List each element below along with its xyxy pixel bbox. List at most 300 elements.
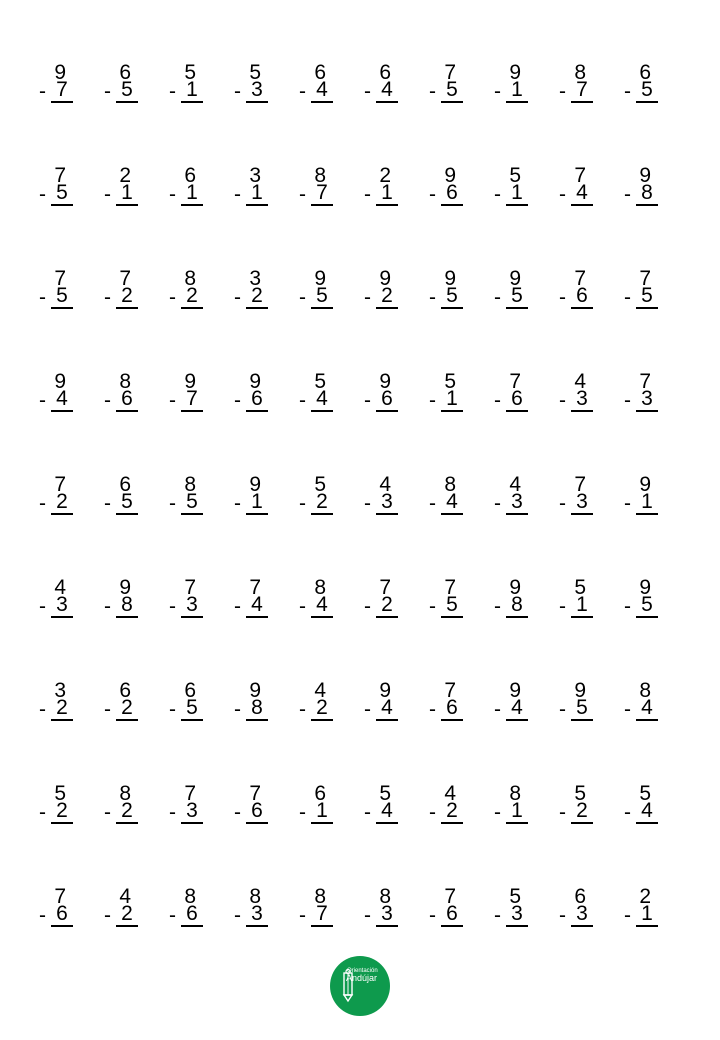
subtrahend: 2 — [311, 491, 333, 515]
minus-sign: - — [299, 492, 306, 515]
subtrahend: 1 — [506, 800, 528, 824]
subtraction-problem — [549, 62, 593, 122]
minuend: 5 — [314, 473, 326, 496]
minuend: 6 — [119, 679, 131, 702]
subtrahend: 5 — [441, 79, 463, 103]
subtrahend: 1 — [246, 491, 268, 515]
subtrahend: 1 — [181, 182, 203, 206]
minuend: 8 — [184, 267, 196, 290]
subtrahend-row — [234, 594, 268, 618]
minus-sign: - — [104, 904, 111, 927]
subtrahend: 3 — [636, 388, 658, 412]
minuend: 3 — [249, 267, 261, 290]
subtraction-problem — [29, 165, 73, 225]
minuend: 9 — [379, 370, 391, 393]
subtrahend: 6 — [441, 697, 463, 721]
minus-sign: - — [559, 801, 566, 824]
subtrahend-row — [104, 182, 138, 206]
subtraction-problem — [289, 886, 333, 946]
subtrahend: 1 — [506, 182, 528, 206]
subtraction-problem — [159, 783, 203, 843]
minus-sign: - — [299, 801, 306, 824]
minuend: 8 — [249, 885, 261, 908]
minus-sign: - — [559, 595, 566, 618]
subtrahend-row — [169, 182, 203, 206]
minus-sign: - — [234, 904, 241, 927]
subtraction-problem — [419, 268, 463, 328]
minuend: 3 — [249, 164, 261, 187]
minus-sign: - — [624, 183, 631, 206]
minus-sign: - — [429, 698, 436, 721]
minuend: 5 — [509, 885, 521, 908]
subtrahend: 2 — [441, 800, 463, 824]
subtrahend-row — [494, 182, 528, 206]
subtraction-problem — [159, 577, 203, 637]
minus-sign: - — [234, 389, 241, 412]
minuend: 7 — [184, 576, 196, 599]
minuend: 8 — [314, 885, 326, 908]
subtrahend-row — [429, 697, 463, 721]
subtrahend-row — [364, 491, 398, 515]
minus-sign: - — [234, 698, 241, 721]
minuend: 7 — [574, 473, 586, 496]
minus-sign: - — [299, 595, 306, 618]
subtrahend: 2 — [116, 800, 138, 824]
subtrahend: 4 — [506, 697, 528, 721]
subtrahend: 5 — [116, 79, 138, 103]
minus-sign: - — [39, 595, 46, 618]
subtrahend-row — [559, 594, 593, 618]
subtraction-problem — [224, 577, 268, 637]
subtrahend-row — [39, 491, 73, 515]
minuend: 9 — [379, 267, 391, 290]
minus-sign: - — [364, 698, 371, 721]
subtrahend: 5 — [51, 182, 73, 206]
minus-sign: - — [429, 801, 436, 824]
minus-sign: - — [169, 80, 176, 103]
minus-sign: - — [429, 595, 436, 618]
minus-sign: - — [234, 595, 241, 618]
subtraction-problem — [29, 680, 73, 740]
minus-sign: - — [39, 698, 46, 721]
subtraction-problem — [549, 886, 593, 946]
subtrahend-row — [299, 594, 333, 618]
minuend: 7 — [119, 267, 131, 290]
minuend: 8 — [574, 61, 586, 84]
subtraction-problem — [614, 371, 658, 431]
subtrahend-row — [494, 285, 528, 309]
subtraction-problem — [484, 62, 528, 122]
minuend: 5 — [314, 370, 326, 393]
subtrahend-row — [364, 800, 398, 824]
minuend: 4 — [54, 576, 66, 599]
minus-sign: - — [104, 286, 111, 309]
minuend: 9 — [249, 679, 261, 702]
minus-sign: - — [104, 595, 111, 618]
minuend: 7 — [639, 370, 651, 393]
subtrahend: 5 — [441, 285, 463, 309]
minus-sign: - — [39, 801, 46, 824]
subtrahend-row — [104, 697, 138, 721]
subtrahend-row — [104, 491, 138, 515]
subtraction-problem — [224, 268, 268, 328]
minus-sign: - — [494, 904, 501, 927]
subtraction-problem — [289, 474, 333, 534]
subtraction-problem — [224, 165, 268, 225]
subtrahend: 5 — [636, 79, 658, 103]
subtrahend: 4 — [636, 800, 658, 824]
subtrahend-row — [39, 79, 73, 103]
minuend: 8 — [379, 885, 391, 908]
minus-sign: - — [559, 698, 566, 721]
subtrahend: 5 — [116, 491, 138, 515]
subtrahend: 3 — [51, 594, 73, 618]
minus-sign: - — [234, 286, 241, 309]
subtrahend-row — [364, 594, 398, 618]
subtraction-problem — [159, 62, 203, 122]
subtrahend: 7 — [51, 79, 73, 103]
subtrahend-row — [494, 697, 528, 721]
minuend: 8 — [314, 576, 326, 599]
minuend: 5 — [509, 164, 521, 187]
minus-sign: - — [429, 492, 436, 515]
minus-sign: - — [559, 286, 566, 309]
subtrahend-row — [104, 79, 138, 103]
subtraction-problem — [94, 268, 138, 328]
subtrahend-row — [429, 285, 463, 309]
subtrahend-row — [234, 79, 268, 103]
minuend: 5 — [639, 782, 651, 805]
subtrahend-row — [559, 903, 593, 927]
subtrahend: 6 — [116, 388, 138, 412]
minus-sign: - — [429, 389, 436, 412]
subtrahend-row — [559, 79, 593, 103]
subtrahend: 7 — [311, 903, 333, 927]
subtrahend: 8 — [246, 697, 268, 721]
subtrahend: 3 — [246, 79, 268, 103]
minuend: 7 — [509, 370, 521, 393]
subtraction-problem — [614, 783, 658, 843]
subtraction-problem — [419, 680, 463, 740]
minuend: 8 — [184, 885, 196, 908]
subtrahend-row — [559, 285, 593, 309]
subtraction-problem — [94, 165, 138, 225]
subtrahend-row — [169, 594, 203, 618]
minuend: 6 — [184, 679, 196, 702]
minuend: 7 — [574, 164, 586, 187]
subtrahend: 3 — [571, 903, 593, 927]
subtraction-problem — [29, 783, 73, 843]
subtraction-problem — [354, 886, 398, 946]
minuend: 5 — [444, 370, 456, 393]
subtrahend-row — [299, 903, 333, 927]
subtrahend: 5 — [311, 285, 333, 309]
subtrahend-row — [364, 388, 398, 412]
subtrahend: 5 — [51, 285, 73, 309]
minus-sign: - — [169, 389, 176, 412]
subtrahend-row — [364, 79, 398, 103]
subtrahend: 8 — [636, 182, 658, 206]
subtraction-problem — [29, 371, 73, 431]
minus-sign: - — [429, 183, 436, 206]
minus-sign: - — [299, 698, 306, 721]
subtrahend-row — [169, 697, 203, 721]
subtraction-problem — [419, 783, 463, 843]
minus-sign: - — [494, 183, 501, 206]
subtrahend-row — [169, 903, 203, 927]
minuend: 7 — [639, 267, 651, 290]
subtrahend: 5 — [441, 594, 463, 618]
minus-sign: - — [39, 183, 46, 206]
subtraction-problem — [614, 577, 658, 637]
subtrahend-row — [429, 182, 463, 206]
subtrahend-row — [429, 800, 463, 824]
subtrahend: 1 — [181, 79, 203, 103]
minuend: 2 — [639, 885, 651, 908]
subtrahend-row — [39, 903, 73, 927]
minuend: 4 — [119, 885, 131, 908]
subtrahend-row — [429, 594, 463, 618]
minuend: 8 — [509, 782, 521, 805]
subtrahend: 5 — [181, 491, 203, 515]
minuend: 4 — [574, 370, 586, 393]
subtraction-problem — [484, 474, 528, 534]
subtrahend: 1 — [311, 800, 333, 824]
subtraction-problem — [224, 62, 268, 122]
minuend: 9 — [574, 679, 586, 702]
logo-text-top: Orientación — [347, 968, 378, 974]
subtrahend-row — [104, 594, 138, 618]
subtraction-problem — [354, 62, 398, 122]
minus-sign: - — [299, 904, 306, 927]
subtrahend-row — [104, 903, 138, 927]
subtrahend-row — [494, 491, 528, 515]
subtrahend-row — [624, 697, 658, 721]
minus-sign: - — [624, 698, 631, 721]
subtraction-problem — [29, 577, 73, 637]
subtraction-problem — [224, 783, 268, 843]
subtraction-problem — [354, 783, 398, 843]
minuend: 7 — [379, 576, 391, 599]
subtraction-problem — [614, 268, 658, 328]
subtrahend-row — [234, 182, 268, 206]
minuend: 4 — [509, 473, 521, 496]
subtrahend-row — [364, 697, 398, 721]
subtrahend: 7 — [181, 388, 203, 412]
minuend: 7 — [54, 473, 66, 496]
subtrahend: 8 — [116, 594, 138, 618]
minuend: 9 — [639, 576, 651, 599]
subtraction-problem — [29, 268, 73, 328]
subtrahend-row — [624, 491, 658, 515]
minus-sign: - — [364, 389, 371, 412]
subtraction-problem — [549, 165, 593, 225]
subtrahend: 4 — [636, 697, 658, 721]
subtrahend: 5 — [506, 285, 528, 309]
minuend: 2 — [379, 164, 391, 187]
subtraction-problem — [94, 62, 138, 122]
subtraction-problem — [419, 886, 463, 946]
subtrahend-row — [234, 491, 268, 515]
minuend: 2 — [119, 164, 131, 187]
subtrahend-row — [624, 79, 658, 103]
subtrahend-row — [624, 388, 658, 412]
subtrahend-row — [429, 903, 463, 927]
minus-sign: - — [624, 80, 631, 103]
minuend: 5 — [54, 782, 66, 805]
subtrahend-row — [299, 800, 333, 824]
minuend: 8 — [184, 473, 196, 496]
subtraction-problem — [159, 886, 203, 946]
subtrahend-row — [624, 285, 658, 309]
minus-sign: - — [299, 286, 306, 309]
minus-sign: - — [169, 801, 176, 824]
subtrahend: 2 — [116, 903, 138, 927]
minus-sign: - — [104, 801, 111, 824]
minus-sign: - — [429, 286, 436, 309]
subtrahend-row — [624, 594, 658, 618]
subtrahend-row — [234, 903, 268, 927]
minuend: 8 — [119, 370, 131, 393]
subtraction-problem — [159, 371, 203, 431]
subtrahend-row — [299, 491, 333, 515]
subtrahend-row — [429, 491, 463, 515]
subtrahend: 2 — [51, 491, 73, 515]
subtrahend-row — [559, 697, 593, 721]
subtrahend: 3 — [181, 800, 203, 824]
minus-sign: - — [494, 389, 501, 412]
minus-sign: - — [234, 183, 241, 206]
subtrahend: 1 — [116, 182, 138, 206]
subtraction-problem — [614, 886, 658, 946]
orientacion-andujar-logo — [330, 956, 390, 1016]
subtraction-problem — [354, 165, 398, 225]
subtrahend: 7 — [311, 182, 333, 206]
subtrahend: 6 — [181, 903, 203, 927]
subtrahend: 5 — [571, 697, 593, 721]
minus-sign: - — [104, 698, 111, 721]
subtrahend: 2 — [246, 285, 268, 309]
minus-sign: - — [559, 492, 566, 515]
subtraction-problem — [159, 680, 203, 740]
subtrahend: 4 — [51, 388, 73, 412]
minus-sign: - — [559, 904, 566, 927]
minuend: 9 — [54, 370, 66, 393]
minus-sign: - — [39, 80, 46, 103]
minuend: 7 — [54, 885, 66, 908]
subtraction-problem — [614, 62, 658, 122]
minuend: 9 — [249, 473, 261, 496]
subtraction-problem — [354, 371, 398, 431]
minuend: 5 — [249, 61, 261, 84]
subtraction-problem — [354, 577, 398, 637]
minus-sign: - — [429, 904, 436, 927]
subtrahend: 3 — [376, 491, 398, 515]
minuend: 8 — [314, 164, 326, 187]
minuend: 9 — [509, 61, 521, 84]
subtrahend-row — [39, 594, 73, 618]
subtraction-problem — [29, 886, 73, 946]
subtraction-problem — [614, 680, 658, 740]
minuend: 9 — [249, 370, 261, 393]
subtrahend: 3 — [181, 594, 203, 618]
subtrahend: 2 — [116, 697, 138, 721]
minus-sign: - — [299, 183, 306, 206]
minus-sign: - — [494, 80, 501, 103]
minus-sign: - — [104, 80, 111, 103]
minuend: 3 — [54, 679, 66, 702]
minuend: 7 — [444, 576, 456, 599]
minus-sign: - — [364, 80, 371, 103]
subtrahend-row — [234, 697, 268, 721]
subtraction-problem — [614, 165, 658, 225]
minus-sign: - — [364, 595, 371, 618]
subtraction-problem — [159, 165, 203, 225]
minuend: 7 — [444, 61, 456, 84]
subtrahend-row — [39, 285, 73, 309]
minus-sign: - — [104, 492, 111, 515]
subtrahend-row — [364, 182, 398, 206]
subtrahend: 4 — [441, 491, 463, 515]
subtrahend: 5 — [636, 594, 658, 618]
subtrahend-row — [429, 388, 463, 412]
subtrahend-row — [39, 800, 73, 824]
minus-sign: - — [364, 492, 371, 515]
subtraction-problem — [224, 886, 268, 946]
subtraction-problem — [94, 886, 138, 946]
minuend: 8 — [119, 782, 131, 805]
minuend: 4 — [314, 679, 326, 702]
subtrahend: 4 — [311, 594, 333, 618]
subtrahend-row — [624, 182, 658, 206]
minus-sign: - — [624, 492, 631, 515]
subtraction-problem — [289, 62, 333, 122]
subtraction-problem — [289, 371, 333, 431]
minus-sign: - — [364, 286, 371, 309]
subtrahend: 6 — [376, 388, 398, 412]
minus-sign: - — [494, 801, 501, 824]
minuend: 8 — [639, 679, 651, 702]
minus-sign: - — [169, 595, 176, 618]
subtraction-problem — [419, 577, 463, 637]
subtrahend-row — [494, 79, 528, 103]
minus-sign: - — [169, 183, 176, 206]
minuend: 6 — [379, 61, 391, 84]
subtrahend-row — [494, 594, 528, 618]
minus-sign: - — [104, 389, 111, 412]
subtrahend-row — [234, 285, 268, 309]
minus-sign: - — [494, 492, 501, 515]
subtraction-problem — [354, 474, 398, 534]
subtrahend: 3 — [571, 388, 593, 412]
subtrahend: 1 — [636, 491, 658, 515]
subtraction-problem — [549, 474, 593, 534]
subtraction-problem — [354, 268, 398, 328]
subtrahend-row — [299, 388, 333, 412]
subtrahend-row — [104, 800, 138, 824]
subtraction-problem — [289, 680, 333, 740]
minus-sign: - — [234, 80, 241, 103]
subtrahend: 2 — [376, 285, 398, 309]
minuend: 7 — [444, 885, 456, 908]
subtraction-problem — [484, 268, 528, 328]
subtrahend: 6 — [246, 388, 268, 412]
minuend: 7 — [574, 267, 586, 290]
subtraction-problem — [29, 62, 73, 122]
minus-sign: - — [39, 389, 46, 412]
subtrahend-row — [299, 697, 333, 721]
minus-sign: - — [559, 80, 566, 103]
